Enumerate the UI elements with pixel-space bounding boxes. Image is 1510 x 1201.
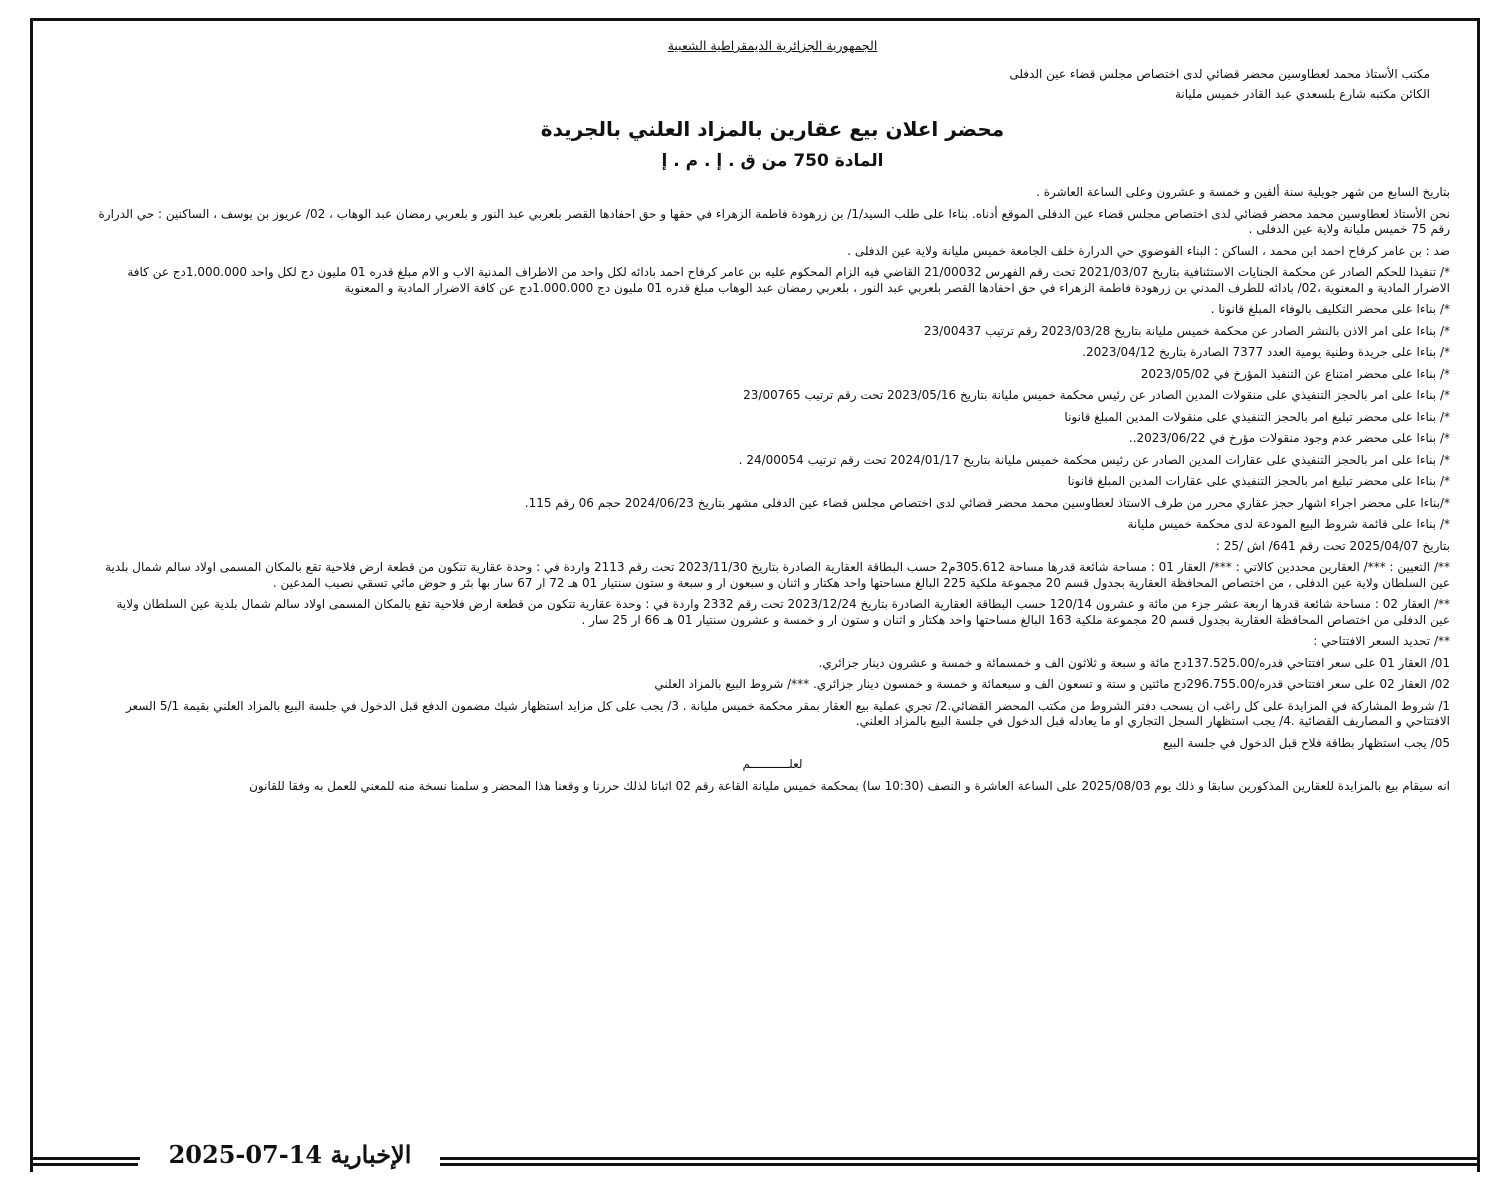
paragraph-item: */ بناءا على امر بالحجز التنفيذي على عقارات المدين الصادر عن رئيس محكمة خميس مليانة بتاريخ 2024/01/17 تحت رقم ترتيب 24/00054 . <box>738 452 1450 467</box>
footer-rule-right <box>440 1163 1480 1166</box>
paragraph-sale-date: انه سيقام بيع بالمزايدة للعقارين المذكورين سابقا و ذلك يوم 2025/08/03 على الساعة العاشرة و النصف (10:30 سا) بمحكمة خميس مليانة القاعة رقم 02 اثباتا لذلك حررنا و وقعنا هذا المحضر و سلمنا نسخة منه للمعني للعمل به وفقا للقانون <box>249 778 1450 793</box>
paragraph-date: بتاريخ السابع من شهر جويلية سنة ألفين و خمسة و عشرون وعلى الساعة العاشرة . <box>1036 185 1450 199</box>
main-title: محضر اعلان بيع عقارين بالمزاد العلني بالجريدة <box>540 117 1005 141</box>
footer-right-edge <box>1477 1150 1480 1172</box>
paragraph-conditions: 1/ شروط المشاركة في المزايدة على كل راغب ان يسحب دفتر الشروط من مكتب المحضر القضائي.2/ تجري عملية بيع العقار بمقر محكمة خميس مليانة . 3/ يجب على كل مزايد استظهار شيك مضمون الدفع قبل الدخول في جلسة البيع بالمزاد العلني بقيمة 5/1 السعر الافتتاحي و المصاريف القضائية .4/ يجب استظهار السجل التجاري او ما يعادله قبل الدخول في جلسة البيع بالمزاد العلني. <box>125 698 1450 728</box>
footer-left-edge <box>30 1150 33 1172</box>
paragraph-item: */ بناءا على امر الاذن بالنشر الصادر عن محكمة خميس مليانة بتاريخ 2023/03/28 رقم ترتيب 23/00437 <box>923 323 1450 338</box>
paragraph-judgment: */ تنفيذا للحكم الصادر عن محكمة الجنايات الاستئنافية بتاريخ 2021/03/07 تحت رقم الفهرس 21/00032 القاضي فيه الزام المحكوم عليه بن عامر كرفاح احمد بادائه لكل واحد من الاطراف المدنية الاب و الام مبلغ قدره 01 مليون دج لكل واحد 1.000.000دج عن كافة الاضرار المادية و المعنوية ،02/ بادائه للطرف المدني بن زرهودة فاطمة الزهراء في حق احفادها القصر بلعربي عبد النور ، بلعربي رمضان عبد الوهاب مبلغ قدره 01 مليون دج 1.000.000دج عن كافة الاضرار المادية و المعنوية <box>127 265 1450 295</box>
paragraph-item: */بناءا على محضر اجراء اشهار حجز عقاري محرر من طرف الاستاذ لعطاوسين محمد محضر قضائي لدى اختصاص مجلس قضاء عين الدفلى مشهر بتاريخ 2024/06/23 حجم 06 رقم 115. <box>524 495 1450 510</box>
sub-title: المادة 750 من ق . إ . م . إ <box>661 151 884 171</box>
paragraph-item: */ بناءا على جريدة وطنية يومية العدد 7377 الصادرة بتاريخ 2023/04/12. <box>1082 345 1450 359</box>
paragraph-item: */ بناءا على محضر عدم وجود منقولات مؤرخ في 2023/06/22.. <box>1128 431 1450 445</box>
footer-rule-left <box>30 1163 138 1166</box>
paragraph-item: */ بناءا على امر بالحجز التنفيذي على منقولات المدين الصادر عن رئيس محكمة خميس مليانة بتاريخ 2023/05/16 تحت رقم ترتيب 23/00765 <box>743 388 1450 402</box>
paragraph-property-1: **/ التعيين : ***/ العقارين محددين كالاتي : ***/ العقار 01 : مساحة شائعة قدرها مساحة 305.612م2 حسب البطاقة العقارية الصادرة بتاريخ 2023/11/30 تحت رقم 2113 واردة في : وحدة عقارية تتكون من قطعة ارض فلاحية تقع بالمكان المسمى اولاد سالم شمال بلدية عين السلطان ولاية عين الدفلى ، من اختصاص المحافظة العقارية بجدول قسم 20 مجموعة ملكية 225 البالغ مساحتها واحد هكتار و اثنان و سبعون ار و سبعة و ستون سنتيار 01 هـ 72 ار 67 سار بها بئر و حوض مائي تسقي نصيب المدعين . <box>105 560 1450 590</box>
office-line-1: مكتب الأستاذ محمد لعطاوسين محضر قضائي لدى اختصاص مجلس قضاء عين الدفلى <box>1009 67 1430 81</box>
paragraph-price-2: 02/ العقار 02 على سعر افتتاحي قدره/296.755.00دج مائتين و ستة و تسعون الف و سبعمائة و خمسة و خمسون دينار جزائري. ***/ شروط البيع بالمزاد العلني <box>654 677 1450 691</box>
document-content <box>95 22 1450 1141</box>
office-line-2: الكائن مكتبه شارع بلسعدي عبد القادر خميس مليانة <box>1174 87 1430 101</box>
paragraph-item: */ بناءا على محضر تبليغ امر بالحجز التنفيذي على منقولات المدين المبلغ قانونا <box>1064 409 1450 424</box>
paragraph-item: */ بناءا على محضر تبليغ امر بالحجز التنفيذي على عقارات المدين المبلغ قانونا <box>1067 474 1450 488</box>
paragraph-property-2: **/ العقار 02 : مساحة شائعة قدرها اربعة عشر جزء من مائة و عشرون 120/14 حسب البطاقة العقارية الصادرة بتاريخ 2023/12/24 تحت رقم 2332 واردة في : وحدة عقارية تتكون من قطعة ارض فلاحية تقع بالمكان المسمى اولاد سالم شمال بلدية عين السلطان ولاية عين الدفلى من اختصاص المحافظة العقارية بجدول قسم 20 مجموعة ملكية 163 البالغ مساحتها واحد هكتار و اثنان و ستون ار و خمسة و عشرون سنتيار 01 هـ 66 ار 25 سار . <box>116 597 1450 627</box>
paragraph-item: */ بناءا على قائمة شروط البيع المودعة لدى محكمة خميس مليانة <box>1127 517 1450 531</box>
footer-label: الإخبارية 14-07-2025 <box>140 1140 440 1169</box>
republic-title: الجمهورية الجزائرية الديمقراطية الشعبية <box>667 38 878 53</box>
paragraph-price-heading: **/ تحديد السعر الافتتاحي : <box>1313 634 1450 648</box>
paragraph-item: */ بناءا على محضر امتناع عن التنفيذ المؤرخ في 2023/05/02 <box>1140 366 1450 381</box>
paragraph-item: بتاريخ 2025/04/07 تحت رقم 641/ اش /25 : <box>1215 538 1450 553</box>
paragraph-item: */ بناءا على محضر التكليف بالوفاء المبلغ قانونا . <box>1210 302 1450 316</box>
paragraph-price-1: 01/ العقار 01 على سعر افتتاحي قدره/137.525.00دج مائة و سبعة و ثلاثون الف و خمسمائة و خمسة و عشرون دينار جزائري. <box>818 655 1450 670</box>
paragraph-requesters: نحن الأستاذ لعطاوسين محمد محضر قضائي لدى اختصاص مجلس قضاء عين الدفلى الموقع أدناه. بناءا على طلب السيد/1/ بن زرهودة فاطمة الزهراء في حقها و حق احفادها القصر بلعربي عبد النور و بلعربي رمضان عبد الوهاب ، 02/ عريوز بن يوسف ، الساكنين : حي الدرارة رقم 75 خميس مليانة ولاية عين الدفلى . <box>98 206 1450 236</box>
paragraph-condition-5: 05/ يجب استظهار بطاقة فلاح قبل الدخول في جلسة البيع <box>1163 735 1450 750</box>
paragraph-against: ضد : بن عامر كرفاح احمد ابن محمد ، الساكن : البناء الفوضوي حي الدرارة خلف الجامعة خميس مليانة ولاية عين الدفلى . <box>847 243 1450 258</box>
paragraph-notice-heading: لعلـــــــــــم <box>742 757 803 771</box>
